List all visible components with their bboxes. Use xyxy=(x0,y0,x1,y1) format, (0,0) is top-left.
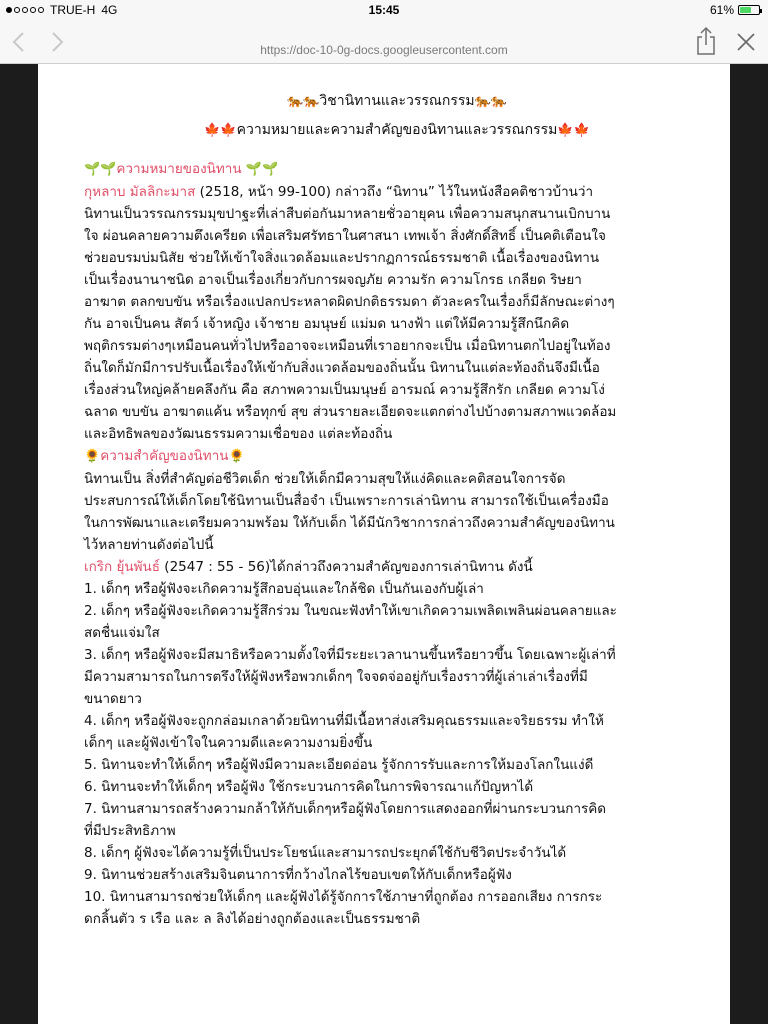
battery-percent: 61% xyxy=(709,3,734,17)
text-line: นิทานเป็น สิ่งที่สำคัญต่อชีวิตเด็ก ช่วยให้เด็กมีความสุขให้แง่คิดและคติสอนใจการจัด xyxy=(84,471,566,487)
meaning-paragraph xyxy=(84,203,710,445)
text-line: พฤติกรรมต่างๆเหมือนคนทั่วไปหรืออาจจะเหมือนที่เราอยากจะเป็น เมื่อนิทานตกไปอยู่ในท้อง xyxy=(84,338,611,354)
sunflower-icon: 🌻 xyxy=(228,449,245,464)
list-item-line: สดชื่นแจ่มใส xyxy=(84,625,160,641)
doc-subtitle xyxy=(84,119,710,142)
url-display[interactable]: https://doc-10-0g-docs.googleusercontent.com xyxy=(260,43,508,57)
text-line: เป็นเรื่องนานาชนิด อาจเป็นเรื่องเกี่ยวกับการผจญภัย ความรัก ความโกรธ เกลียด ริษยา xyxy=(84,272,582,288)
list-item-line: เด็กๆ และผู้ฟังเข้าใจในความดีและความงามยิ่งขึ้น xyxy=(84,735,373,751)
text-line: ช่วยอบรมบ่มนิสัย ช่วยให้เข้าใจสิ่งแวดล้อมและปรากฏการณ์ธรรมชาติ เนื้อเรื่องของนิทาน xyxy=(84,250,600,266)
list-item xyxy=(84,798,710,842)
author-line xyxy=(84,181,710,203)
share-icon xyxy=(694,26,718,56)
status-right xyxy=(710,3,760,17)
doc-title-text: วิชานิทานและวรรณกรรม xyxy=(319,93,475,109)
maple-leaf-icon: 🍁🍁 xyxy=(204,123,237,138)
list-item xyxy=(84,776,710,798)
seedling-icon: 🌱🌱 xyxy=(84,162,117,177)
list-item-line: 10. นิทานสามารถช่วยให้เด็กๆ และผู้ฟังได้รู้จักการใช้ภาษาที่ถูกต้อง การออกเสียง การกระ xyxy=(84,889,603,905)
document-page xyxy=(38,64,730,1024)
list-item-line: 6. นิทานจะทำให้เด็กๆ หรือผู้ฟัง ใช้กระบวนการคิดในการพิจารณาแก้ปัญหาได้ xyxy=(84,779,534,795)
text-line: ถิ่นใดก็มักมีการปรับเนื้อเรื่องให้เข้ากับสิ่งแวดล้อมของถิ่นนั้น นิทานในแต่ละท้องถิ่นจึงมีเนื้อ xyxy=(84,360,600,376)
list-item-line: 4. เด็กๆ หรือผู้ฟังจะถูกกล่อมเกลาด้วยนิทานที่มีเนื้อหาส่งเสริมคุณธรรมและจริยธรรม ทำให้ xyxy=(84,713,604,729)
browser-toolbar xyxy=(0,20,768,64)
list-item-line: 2. เด็กๆ หรือผู้ฟังจะเกิดความรู้สึกร่วม ในขณะฟังทำให้เขาเกิดความเพลิดเพลินผ่อนคลายและ xyxy=(84,603,617,619)
tiger-icon: 🐅🐅 xyxy=(287,94,320,109)
list-item-line: 8. เด็กๆ ผู้ฟังจะได้ความรู้ที่เป็นประโยชน์และสามารถประยุกต์ใช้กับชีวิตประจำวันได้ xyxy=(84,845,567,861)
section-meaning-heading xyxy=(84,158,710,181)
text-line: ใจ ผ่อนคลายความตึงเครียด เพื่อเสริมศรัทธาในศาสนา เทพเจ้า สิ่งศักดิ์สิทธิ์ เป็นคติเตือนใจ xyxy=(84,228,606,244)
list-item xyxy=(84,754,710,776)
text-line: กัน อาจเป็นคน สัตว์ เจ้าหญิง เจ้าชาย อมนุษย์ แม่มด นางฟ้า แต่ให้มีความรู้สึกนึกคิด xyxy=(84,316,570,332)
section-heading: ความหมายของนิทาน xyxy=(116,161,242,177)
list-item-line: ที่มีประสิทธิภาพ xyxy=(84,823,176,839)
list-item-line: ดกลิ้นตัว ร เรือ และ ล ลิงได้อย่างถูกต้องและเป็นธรรมชาติ xyxy=(84,911,421,927)
network-type: 4G xyxy=(101,3,118,17)
text-line: เรื่องส่วนใหญ่คล้ายคลึงกัน คือ สภาพความเป็นมนุษย์ อารมณ์ ความรู้สึกรัก เกลียด ความโง่ xyxy=(84,382,605,398)
list-item-line: 1. เด็กๆ หรือผู้ฟังจะเกิดความรู้สึกอบอุ่นและใกล้ชิด เป็นกันเองกับผู้เล่า xyxy=(84,581,484,597)
text-line: ในการพัฒนาและเตรียมความพร้อม ให้กับเด็ก ได้มีนักวิชาการกล่าวถึงความสำคัญของนิทาน xyxy=(84,515,615,531)
list-item xyxy=(84,710,710,754)
author-line xyxy=(84,556,710,578)
author-name: กุหลาบ มัลลิกะมาส xyxy=(84,184,196,200)
text-line: นิทานเป็นวรรณกรรมมุขปาฐะที่เล่าสืบต่อกันมาหลายชั่วอายุคน เพื่อความสนุกสนานเบิกบาน xyxy=(84,206,611,222)
list-item-line: 3. เด็กๆ หรือผู้ฟังจะมีสมาธิหรือความตั้งใจที่มีระยะเวลานานขึ้นหรือยาวขึ้น โดยเฉพาะผู้เล่าที่ xyxy=(84,647,616,663)
doc-title xyxy=(84,90,710,113)
list-item-line: 9. นิทานช่วยสร้างเสริมจินตนาการที่กว้างไกลไร้ขอบเขตให้กับเด็กหรือผู้ฟัง xyxy=(84,867,512,883)
doc-subtitle-text: ความหมายและความสำคัญของนิทานและวรรณกรรม xyxy=(236,122,558,138)
seedling-icon: 🌱🌱 xyxy=(245,162,279,177)
list-item xyxy=(84,578,710,600)
author-name: เกริก ยุ้นพันธ์ xyxy=(84,559,161,575)
list-item xyxy=(84,842,710,864)
text-line: ประสบการณ์ให้เด็กโดยใช้นิทานเป็นสื่อจำ เป็นเพราะการเล่านิทาน สามารถใช้เป็นเครื่องมือ xyxy=(84,493,609,509)
text-line: ไว้หลายท่านดังต่อไปนี้ xyxy=(84,537,214,553)
text-line: และอิทธิพลของวัฒนธรรมความเชื่อของ แต่ละท้องถิ่น xyxy=(84,426,393,442)
close-button[interactable] xyxy=(736,32,756,52)
battery-icon xyxy=(738,5,760,15)
list-item-line: มีความสามารถในการตรึงให้ผู้ฟังหรือพวกเด็กๆ ใจจดจ่ออยู่กับเรื่องราวที่ผู้เล่าเล่าเรื่องที่มี xyxy=(84,669,588,685)
section-importance-heading xyxy=(84,445,710,468)
tiger-icon: 🐅🐅 xyxy=(474,94,507,109)
author-intro: (2547 : 55 - 56)ได้กล่าวถึงความสำคัญของการเล่านิทาน ดังนี้ xyxy=(160,559,533,575)
list-item xyxy=(84,600,710,644)
maple-leaf-icon: 🍁🍁 xyxy=(557,123,590,138)
author-intro: (2518, หน้า 99-100) กล่าวถึง “นิทาน” ไว้ในหนังสือคติชาวบ้านว่า xyxy=(195,184,594,200)
importance-list xyxy=(84,578,710,930)
carrier-name: TRUE-H xyxy=(50,3,96,17)
status-bar xyxy=(0,0,768,20)
importance-paragraph xyxy=(84,468,710,556)
text-line: อาฆาต ตลกขบขัน หรือเรื่องแปลกประหลาดผิดปกติธรรมดา ตัวละครในเรื่องก็มีลักษณะต่างๆ xyxy=(84,294,615,310)
list-item-line: 7. นิทานสามารถสร้างความกล้าให้กับเด็กๆหรือผู้ฟังโดยการแสดงออกที่ผ่านกระบวนการคิด xyxy=(84,801,607,817)
list-item-line: ขนาดยาว xyxy=(84,691,142,707)
list-item xyxy=(84,886,710,930)
text-line: ฉลาด ขบขัน อาฆาตแค้น หรือทุกข์ สุข ส่วนรายละเอียดจะแตกต่างไปบ้างตามสภาพแวดล้อม xyxy=(84,404,617,420)
list-item-line: 5. นิทานจะทำให้เด็กๆ หรือผู้ฟังมีความละเอียดอ่อน รู้จักการรับและการให้มองโลกในแง่ดี xyxy=(84,757,594,773)
status-time: 15:45 xyxy=(368,3,400,17)
list-item xyxy=(84,864,710,886)
list-item xyxy=(84,644,710,710)
battery-fill xyxy=(740,7,751,13)
section-heading: ความสำคัญของนิทาน xyxy=(100,448,229,464)
close-icon xyxy=(736,32,756,52)
sunflower-icon: 🌻 xyxy=(84,449,101,464)
share-button[interactable] xyxy=(694,26,718,56)
